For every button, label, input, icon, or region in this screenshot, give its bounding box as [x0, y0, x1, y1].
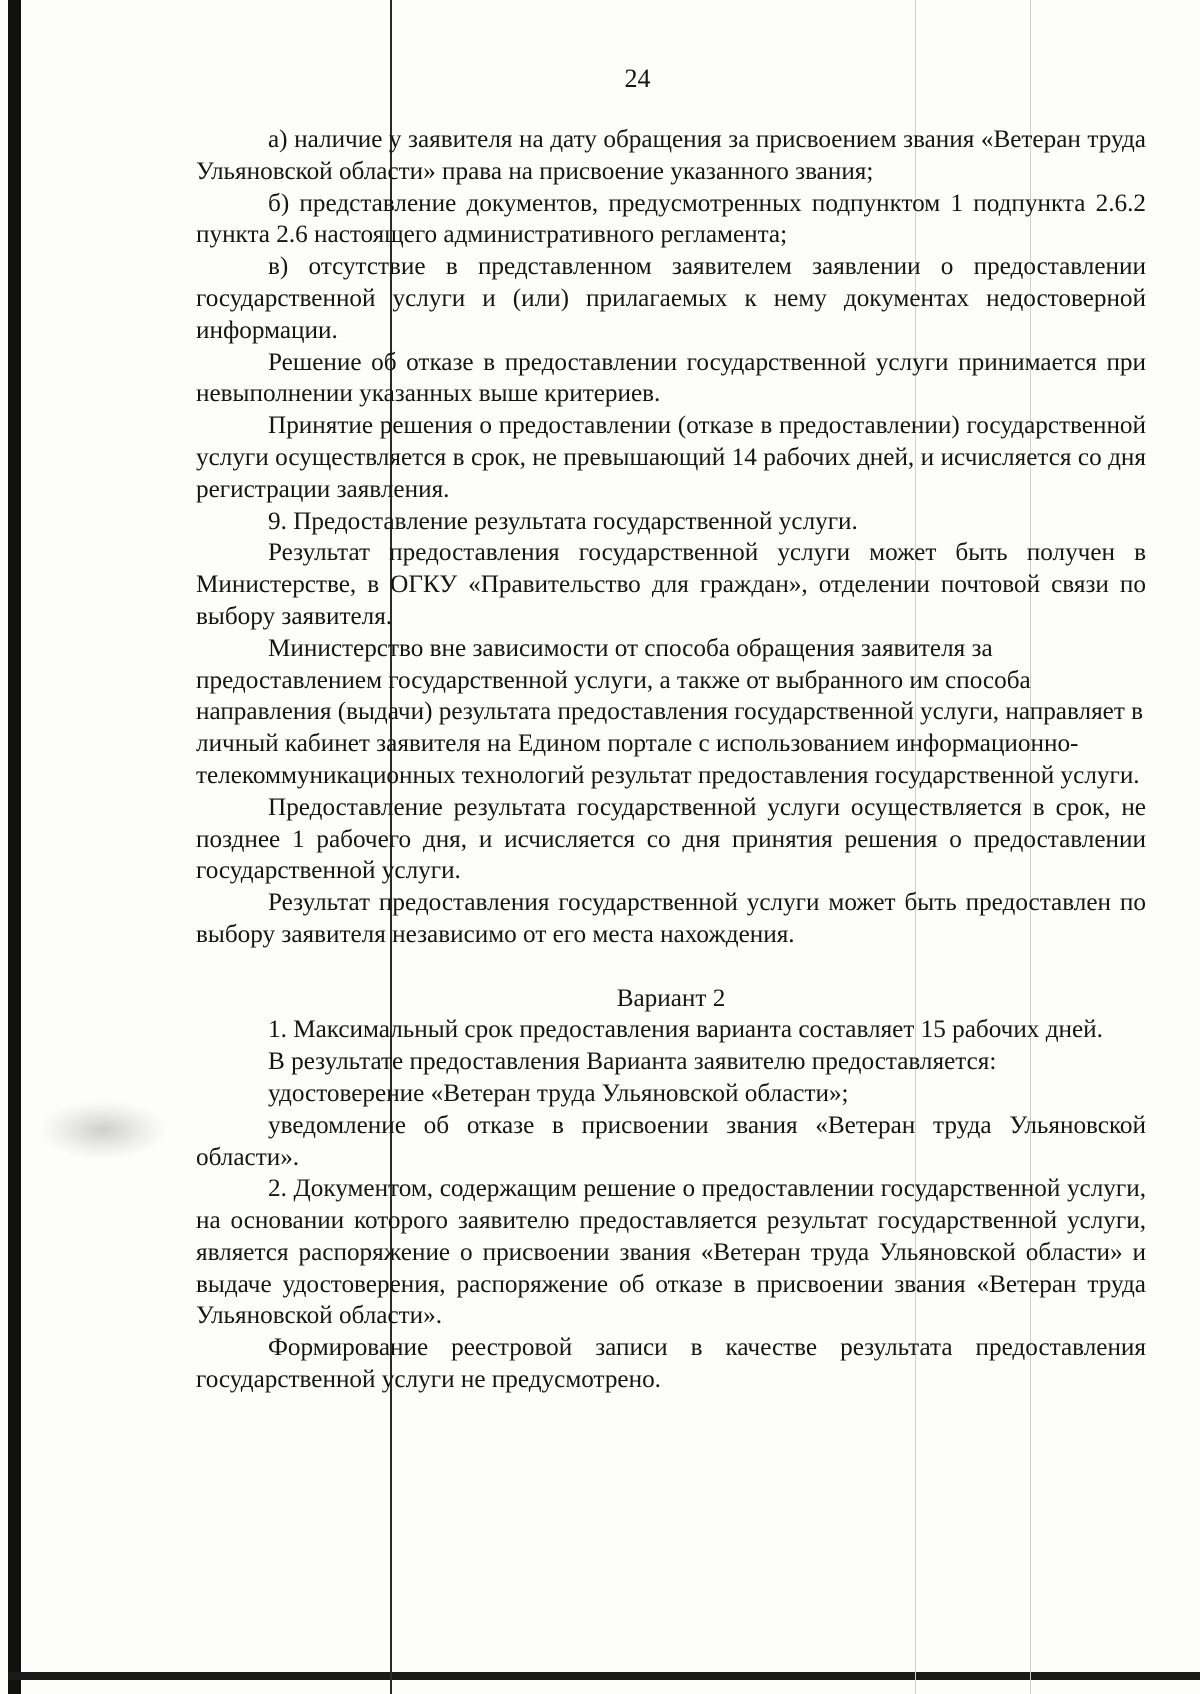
- document-body: [196, 124, 1146, 1396]
- paragraph: в) отсутствие в представленном заявителем заявлении о предоставлении государственной услуги и (или) прилагаемых к нему документах недостоверной информации.: [196, 253, 1146, 344]
- section-heading: Вариант 2: [616, 984, 726, 1012]
- paragraph: 1. Максимальный срок предоставления варианта составляет 15 рабочих дней.: [268, 1016, 1103, 1044]
- paragraph: Результат предоставления государственной услуги может быть получен в Министерстве, в ОГКУ «Правительство для граждан», отделении почтовой связи по выбору заявителя.: [196, 539, 1146, 630]
- scan-edge-left: [8, 0, 21, 1694]
- paragraph: 9. Предоставление результата государственной услуги.: [268, 507, 858, 535]
- paragraph: Министерство вне зависимости от способа обращения заявителя за предоставлением государственной услуги, а также от выбранного им способа направления (выдачи) результата предоставления государственной услуги, направляет в личный кабинет заявителя на Едином портале с использованием информационно-телекоммуникационных технологий результат предоставления государственной услуги.: [196, 634, 1144, 789]
- paragraph: Предоставление результата государственной услуги осуществляется в срок, не позднее 1 рабочего дня, и исчисляется со дня принятия решения о предоставлении государственной услуги.: [196, 793, 1146, 885]
- paragraph: 2. Документом, содержащим решение о предоставлении государственной услуги, на основании которого заявителю предоставляется результат государственной услуги, является распоряжение о присвоении звания «Ветеран труда Ульяновской области» и выдаче удостоверения, распоряжение об отказе в присвоении звания «Ветеран труда Ульяновской области».: [196, 1175, 1146, 1330]
- paragraph: уведомление об отказе в присвоении звания «Ветеран труда Ульяновской области».: [196, 1111, 1146, 1171]
- paragraph: Результат предоставления государственной услуги может быть предоставлен по выбору заявителя независимо от его места нахождения.: [196, 889, 1146, 948]
- paragraph: Формирование реестровой записи в качестве результата предоставления государственной услуги не предусмотрено.: [196, 1334, 1146, 1394]
- scan-edge-bottom: [8, 1672, 1200, 1680]
- paragraph: б) представление документов, предусмотренных подпунктом 1 подпункта 2.6.2 пункта 2.6 настоящего административного регламента;: [196, 189, 1146, 249]
- paragraph: а) наличие у заявителя на дату обращения за присвоением звания «Ветеран труда Ульяновской области» права на присвоение указанного звания;: [196, 126, 1146, 185]
- paragraph: Решение об отказе в предоставлении государственной услуги принимается при невыполнении указанных выше критериев.: [196, 348, 1146, 408]
- paragraph: В результате предоставления Варианта заявителю предоставляется:: [268, 1048, 997, 1076]
- page-number: 24: [624, 64, 651, 93]
- scan-smudge: [38, 1100, 168, 1160]
- paragraph: Принятие решения о предоставлении (отказе в предоставлении) государственной услуги осуществляется в срок, не превышающий 14 рабочих дней, и исчисляется со дня регистрации заявления.: [196, 412, 1146, 503]
- paragraph: удостоверение «Ветеран труда Ульяновской области»;: [268, 1079, 849, 1107]
